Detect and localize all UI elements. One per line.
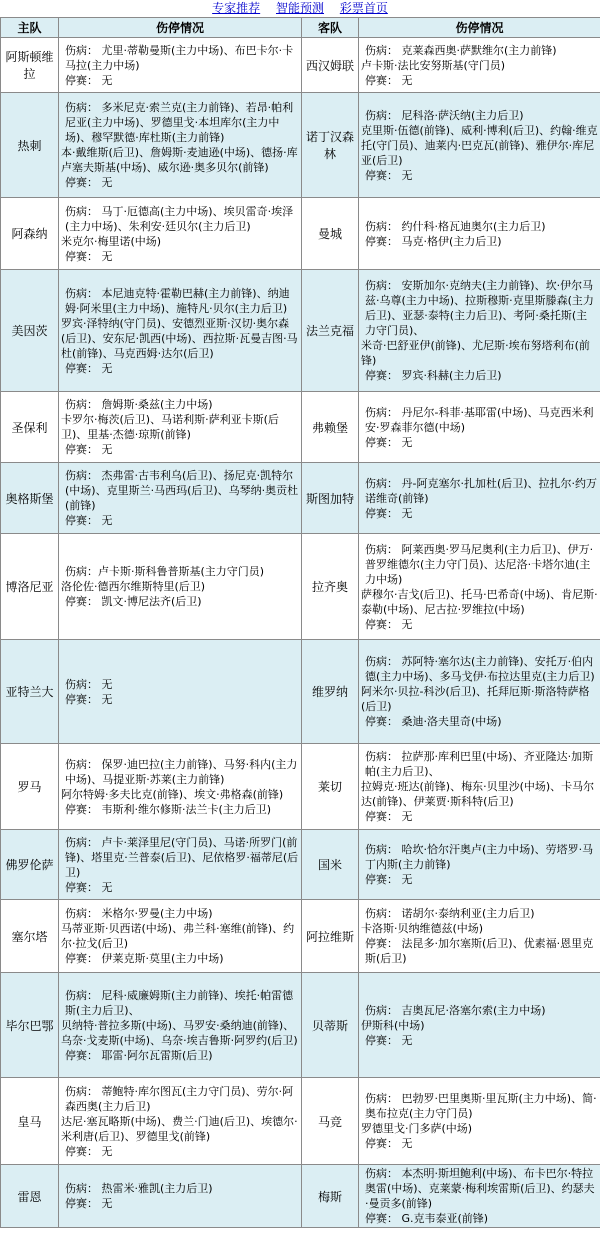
home-injury-line: 停赛： 韦斯利·维尔修斯·法兰卡(主力后卫) <box>65 802 272 816</box>
away-team-cell: 西汉姆联 <box>302 38 359 93</box>
home-injury-line: 停赛： 无 <box>65 73 113 87</box>
home-team-cell: 博洛尼亚 <box>1 534 59 640</box>
home-injury-line: 停赛： 无 <box>65 692 113 706</box>
away-injury-line: 伤病： 约什科·格瓦迪奥尔(主力后卫) <box>365 219 546 233</box>
home-injury-line: 洛伦佐·德西尔维斯特里(后卫) <box>61 580 206 593</box>
away-injury-line: 停赛： 无 <box>365 506 413 520</box>
home-injury-line: 伤病： 米格尔·罗曼(主力中场) <box>65 907 213 920</box>
away-injury-line: 停赛： 无 <box>365 873 413 886</box>
home-injury-line: 停赛： 无 <box>65 514 113 527</box>
home-injury-cell <box>59 463 302 534</box>
away-injury-cell <box>359 392 600 463</box>
home-injury-cell <box>59 1165 302 1228</box>
home-injury-line: 伤病： 本尼迪克特·霍勒巴赫(主力前锋)、纳迪姆·阿米里(主力中场)、施特凡·贝尔(主力后卫) <box>65 286 290 315</box>
away-injury-cell <box>359 198 600 270</box>
away-injury-cell <box>359 744 600 830</box>
home-injury-line: 伤病： 保罗·迪巴拉(主力前锋)、马努·科内(主力中场)、马提亚斯·苏莱(主力前锋) <box>65 757 298 786</box>
home-injury-line: 停赛： 凯文·博尼法齐(后卫) <box>65 595 202 608</box>
nav-link-expert-recommend[interactable]: 专家推荐 <box>212 1 261 15</box>
home-injury-line: 伤病： 杰弗雷·古韦利乌(后卫)、扬尼克·凯特尔(中场)、克里斯兰·马西玛(后卫)、乌琴纳·奥贡杜(前锋) <box>65 469 299 512</box>
away-team-cell: 斯图加特 <box>302 463 359 534</box>
away-injury-line: 伤病： 吉奥瓦尼·洛塞尔索(主力中场) <box>365 1003 546 1017</box>
home-injury-line: 停赛： 无 <box>65 880 113 894</box>
away-injury-cell <box>359 830 600 900</box>
home-injury-line: 伤病： 卢卡·莱泽里尼(守门员)、马诺·所罗门(前锋)、塔里克·兰普泰(后卫)、尼依格罗·福蒂尼(后卫) <box>65 835 299 879</box>
away-injury-line: 伤病： 克莱森西奥·萨默维尔(主力前锋) <box>365 43 557 57</box>
home-team-cell: 毕尔巴鄂 <box>1 973 59 1078</box>
table-row <box>1 900 600 973</box>
home-injury-line: 卡罗尔·梅茨(后卫)、马诺利斯·萨利亚卡斯(后卫)、里基·杰德·琼斯(前锋) <box>61 413 279 441</box>
injury-table <box>0 17 600 1228</box>
home-injury-line: 米克尔·梅里诺(中场) <box>61 234 162 248</box>
away-injury-line: 停赛： 无 <box>365 1137 413 1150</box>
table-row <box>1 198 600 270</box>
away-injury-line: 伤病： 安斯加尔·克纳夫(主力前锋)、坎·伊尔马兹·乌尊(主力中场)、拉斯穆斯·克里斯滕森(主力后卫)、亚瑟·泰特(主力后卫)、考阿·桑托斯(主力守门员)、 <box>365 279 594 337</box>
table-row <box>1 744 600 830</box>
table-row <box>1 38 600 93</box>
home-injury-cell <box>59 744 302 830</box>
away-injury-line: 伤病： 尼科洛·萨沃纳(主力后卫) <box>365 108 524 122</box>
home-injury-cell <box>59 640 302 744</box>
home-injury-cell <box>59 830 302 900</box>
home-team-cell: 亚特兰大 <box>1 640 59 744</box>
away-injury-line: 停赛： 马克·格伊(主力后卫) <box>365 234 502 248</box>
home-injury-line: 停赛： 无 <box>65 361 113 375</box>
nav-link-lottery-home[interactable]: 彩票首页 <box>339 1 388 15</box>
home-injury-cell <box>59 1078 302 1165</box>
home-team-cell: 佛罗伦萨 <box>1 830 59 900</box>
away-team-cell: 国米 <box>302 830 359 900</box>
away-team-cell: 维罗纳 <box>302 640 359 744</box>
away-injury-line: 拉姆克·班达(前锋)、梅东·贝里沙(中场)、卡马尔达(前锋)、伊莱贾·斯科特(后卫) <box>361 780 595 808</box>
home-injury-cell <box>59 392 302 463</box>
home-injury-line: 停赛： 无 <box>65 1144 113 1158</box>
home-injury-line: 停赛： 无 <box>65 443 113 456</box>
home-injury-cell <box>59 534 302 640</box>
away-team-cell: 曼城 <box>302 198 359 270</box>
home-team-cell: 美因茨 <box>1 270 59 392</box>
away-injury-line: 伤病： 丹尼尔-科菲·基耶雷(中场)、马克西米利安·罗森菲尔德(中场) <box>365 405 594 434</box>
header-away-injury: 伤停情况 <box>359 18 600 38</box>
table-row <box>1 830 600 900</box>
away-injury-line: 伤病： 巴勃罗·巴里奥斯·里瓦斯(主力中场)、简·奥布拉克(主力守门员) <box>365 1092 597 1120</box>
home-injury-line: 伤病： 蒂鲍特·库尔图瓦(主力守门员)、劳尔·阿森西奥(主力后卫) <box>65 1084 294 1113</box>
home-injury-line: 阿尔特姆·多夫比克(前锋)、埃文·弗格森(前锋) <box>61 787 284 801</box>
header-home-team: 主队 <box>1 18 59 38</box>
away-team-cell: 梅斯 <box>302 1165 359 1228</box>
home-team-cell: 雷恩 <box>1 1165 59 1228</box>
home-team-cell: 圣保利 <box>1 392 59 463</box>
home-team-cell: 阿森纳 <box>1 198 59 270</box>
away-team-cell: 贝蒂斯 <box>302 973 359 1078</box>
home-team-cell: 塞尔塔 <box>1 900 59 973</box>
away-injury-line: 停赛： 桑迪·洛夫里奇(中场) <box>365 715 502 728</box>
away-injury-line: 伊斯科(中场) <box>361 1018 425 1032</box>
home-injury-line: 停赛： 无 <box>65 176 113 189</box>
home-injury-line: 停赛： 无 <box>65 1197 113 1210</box>
home-team-cell: 奥格斯堡 <box>1 463 59 534</box>
home-injury-cell <box>59 973 302 1078</box>
table-row <box>1 270 600 392</box>
away-injury-cell <box>359 38 600 93</box>
top-navigation <box>0 0 600 17</box>
away-injury-cell <box>359 900 600 973</box>
home-injury-cell <box>59 198 302 270</box>
away-injury-line: 卢卡斯·法比安努斯基(守门员) <box>361 58 506 72</box>
away-injury-line: 伤病： 阿莱西奥·罗马尼奥利(主力后卫)、伊万·普罗维德尔(主力守门员)、达尼洛·卡塔尔迪(主力中场) <box>365 542 594 586</box>
home-injury-line: 罗宾·泽特纳(守门员)、安德烈亚斯·汉切·奥尔森(后卫)、安东尼·凯西(中场)、西拉斯·瓦曼吉图·马杜(前锋)、马克西姆·达尔(后卫) <box>61 316 298 360</box>
away-injury-line: 伤病： 丹-阿克塞尔·扎加杜(后卫)、拉扎尔·约万诺维奇(前锋) <box>365 476 598 505</box>
away-injury-line: 停赛： 无 <box>365 617 413 631</box>
header-home-injury: 伤停情况 <box>59 18 302 38</box>
away-injury-line: 伤病： 拉萨那·库利巴里(中场)、齐亚隆达·加斯帕(主力后卫)、 <box>365 750 594 778</box>
away-injury-line: 伤病： 本杰明·斯坦鲍利(中场)、布卡巴尔·特拉奥雷(中场)、克莱蒙·梅利埃雷斯(后卫)、约瑟夫·曼贡多(前锋) <box>365 1167 595 1210</box>
home-injury-cell <box>59 93 302 198</box>
home-injury-line: 伤病： 无 <box>65 677 113 691</box>
away-injury-line: 停赛： 法昆多·加尔塞斯(后卫)、优素福·恩里克斯(后卫) <box>365 937 594 965</box>
home-injury-line: 本·戴维斯(后卫)、詹姆斯·麦迪逊(中场)、德扬·库卢塞夫斯基(中场)、威尔逊·奥多贝尔(前锋) <box>61 146 298 174</box>
table-row <box>1 392 600 463</box>
away-injury-cell <box>359 1165 600 1228</box>
home-injury-line: 停赛： 伊莱克斯·莫里(主力中场) <box>65 952 224 965</box>
home-injury-line: 伤病： 尼科·威廉姆斯(主力前锋)、埃托·帕雷德斯(主力后卫)、 <box>65 988 294 1017</box>
table-row <box>1 534 600 640</box>
table-header-row <box>1 18 600 38</box>
away-injury-line: 停赛： 无 <box>365 168 413 182</box>
home-injury-cell <box>59 38 302 93</box>
away-injury-cell <box>359 1078 600 1165</box>
table-row <box>1 463 600 534</box>
away-injury-line: 卡洛斯·贝纳维德兹(中场) <box>361 922 484 935</box>
home-injury-line: 停赛： 无 <box>65 249 113 263</box>
table-row <box>1 640 600 744</box>
away-injury-cell <box>359 270 600 392</box>
away-injury-line: 停赛： 罗宾·科赫(主力后卫) <box>365 369 502 382</box>
away-injury-cell <box>359 93 600 198</box>
home-team-cell: 皇马 <box>1 1078 59 1165</box>
away-injury-line: 停赛： G.克韦泰亚(前锋) <box>365 1212 489 1225</box>
home-injury-cell <box>59 270 302 392</box>
away-injury-line: 罗德里戈·门多萨(中场) <box>361 1122 473 1135</box>
away-injury-cell <box>359 973 600 1078</box>
away-injury-line: 米奇·巴舒亚伊(前锋)、尤尼斯·埃布努塔利布(前锋) <box>361 339 590 367</box>
away-team-cell: 拉齐奥 <box>302 534 359 640</box>
home-team-cell: 热刺 <box>1 93 59 198</box>
away-team-cell: 法兰克福 <box>302 270 359 392</box>
away-team-cell: 马竞 <box>302 1078 359 1165</box>
away-injury-line: 停赛： 无 <box>365 435 413 449</box>
away-injury-line: 伤病： 哈坎·恰尔汗奥卢(主力中场)、劳塔罗·马丁内斯(主力前锋) <box>365 843 594 871</box>
away-injury-cell <box>359 463 600 534</box>
home-team-cell: 阿斯顿维拉 <box>1 38 59 93</box>
away-injury-line: 克里斯·伍德(前锋)、威利·博利(后卫)、约翰·维克托(守门员)、迪莱内·巴克瓦(前锋)、雅伊尔·库尼亚(后卫) <box>361 123 598 167</box>
header-away-team: 客队 <box>302 18 359 38</box>
home-team-cell: 罗马 <box>1 744 59 830</box>
table-row <box>1 93 600 198</box>
home-injury-line: 伤病： 詹姆斯·桑兹(主力中场) <box>65 398 213 411</box>
away-injury-line: 萨穆尔·吉戈(后卫)、托马·巴希奇(中场)、肯尼斯·泰勒(中场)、尼古拉·罗维拉(中场) <box>361 587 598 616</box>
away-injury-line: 停赛： 无 <box>365 810 413 823</box>
home-injury-line: 伤病： 马丁·厄德高(主力中场)、埃贝雷奇·埃泽(主力中场)、朱利安·廷贝尔(主力后卫) <box>65 204 294 233</box>
home-injury-line: 达尼·塞瓦略斯(中场)、费兰·门迪(后卫)、埃德尔·米利唐(后卫)、罗德里戈(前锋) <box>61 1114 298 1143</box>
home-injury-line: 伤病： 多米尼克·索兰克(主力前锋)、若昂·帕利尼亚(主力中场)、罗德里戈·本坦库尔(主力中场)、穆罕默德·库杜斯(主力前锋) <box>65 101 294 144</box>
away-team-cell: 诺丁汉森林 <box>302 93 359 198</box>
away-injury-line: 伤病： 诺胡尔·泰纳利亚(主力后卫) <box>365 907 535 920</box>
home-injury-line: 伤病： 尤里·蒂勒曼斯(主力中场)、布巴卡尔·卡马拉(主力中场) <box>65 43 294 72</box>
away-injury-line: 伤病： 苏阿特·塞尔达(主力前锋)、安托万·伯内德(主力中场)、多马戈伊·布拉达里克(主力后卫) <box>365 655 595 683</box>
away-team-cell: 莱切 <box>302 744 359 830</box>
home-injury-line: 停赛： 耶雷·阿尔瓦雷斯(后卫) <box>65 1048 213 1062</box>
nav-link-smart-prediction[interactable]: 智能预测 <box>275 1 324 15</box>
home-injury-line: 伤病： 热雷米·雅凯(主力后卫) <box>65 1182 213 1195</box>
home-injury-cell <box>59 900 302 973</box>
table-row <box>1 973 600 1078</box>
home-injury-line: 贝纳特·普拉多斯(中场)、马罗安·桑纳迪(前锋)、乌奈·戈麦斯(中场)、乌奈·埃吉鲁斯·阿罗约(后卫) <box>61 1018 298 1047</box>
table-body <box>1 38 600 1228</box>
away-injury-line: 停赛： 无 <box>365 73 413 87</box>
table-row <box>1 1078 600 1165</box>
away-injury-cell <box>359 640 600 744</box>
home-injury-line: 马蒂亚斯·贝西诺(中场)、弗兰科·塞维(前锋)、约尔·拉戈(后卫) <box>61 922 295 950</box>
away-team-cell: 弗赖堡 <box>302 392 359 463</box>
away-injury-cell <box>359 534 600 640</box>
table-row <box>1 1165 600 1228</box>
away-injury-line: 阿米尔·贝拉-科沙(后卫)、托拜厄斯·斯洛特萨格(后卫) <box>361 685 590 713</box>
away-team-cell: 阿拉维斯 <box>302 900 359 973</box>
home-injury-line: 伤病：卢卡斯·斯科鲁普斯基(主力守门员) <box>65 565 265 578</box>
away-injury-line: 停赛： 无 <box>365 1033 413 1047</box>
